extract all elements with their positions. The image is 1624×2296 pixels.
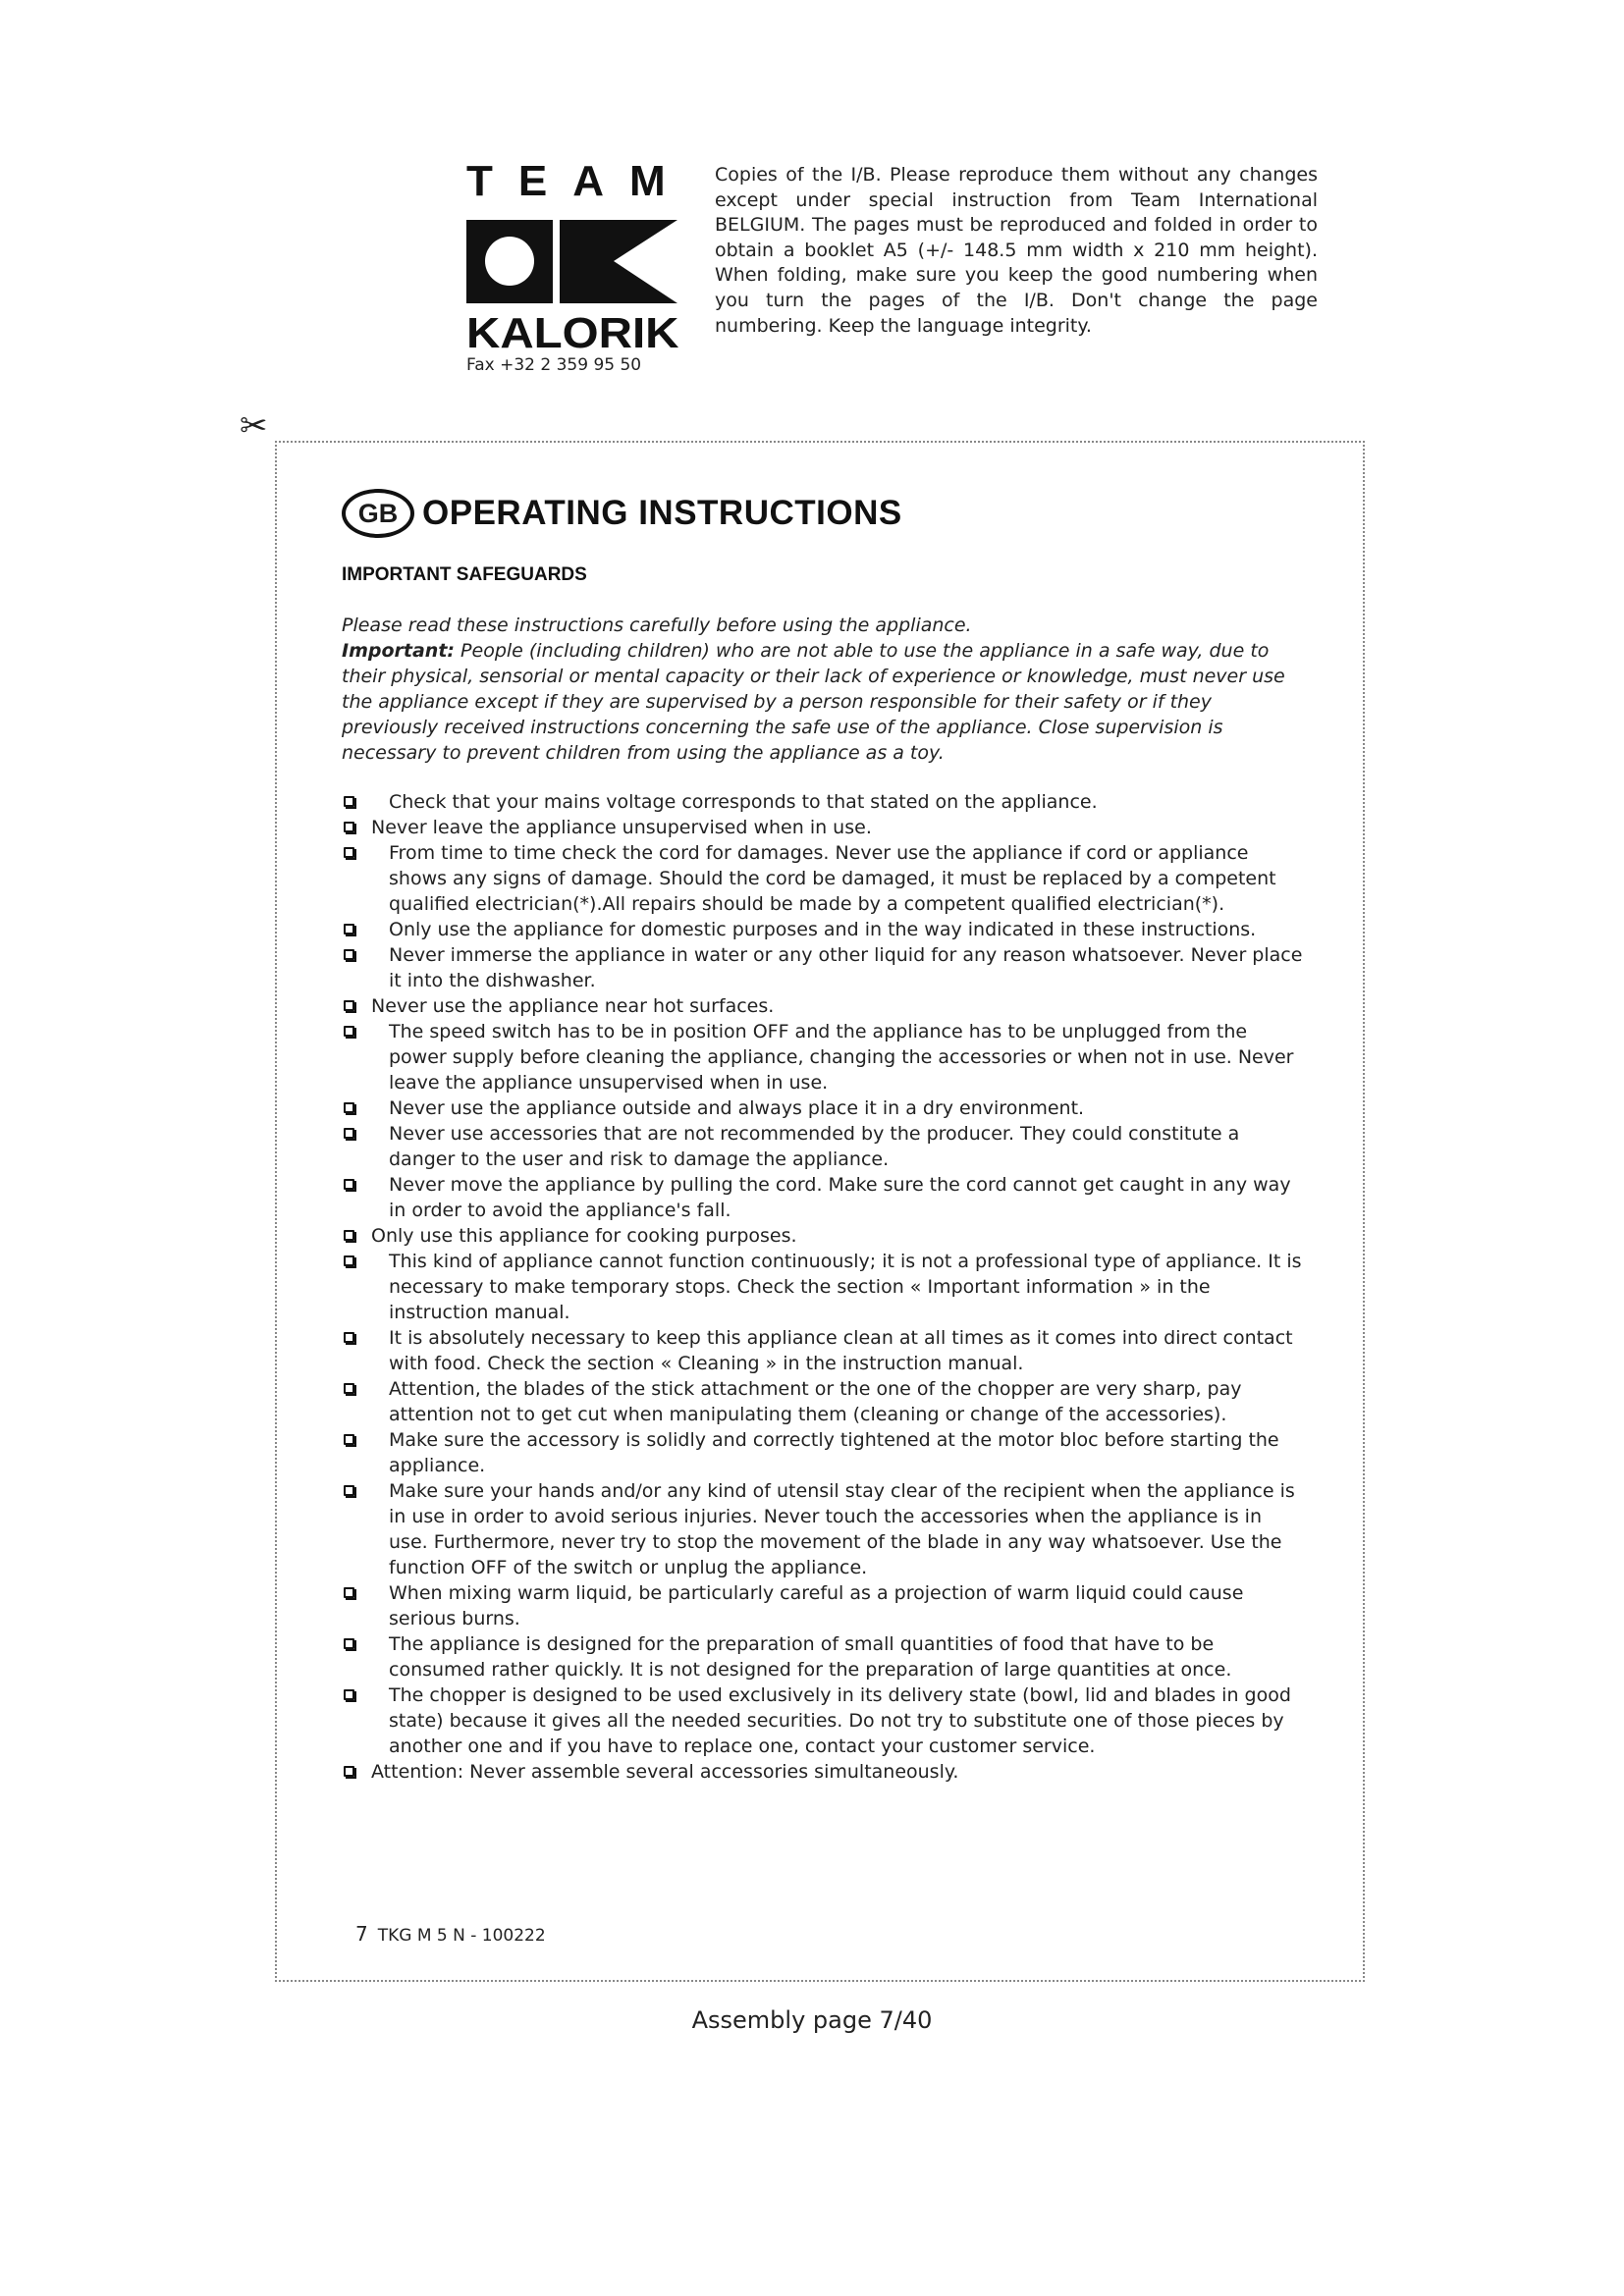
model-code: TKG M 5 N - 100222: [377, 1926, 546, 1946]
intro-paragraph: [342, 613, 1304, 766]
checkbox-bullet-icon: [344, 1255, 354, 1266]
checkbox-bullet-icon: [344, 847, 354, 858]
checkbox-bullet-icon: [344, 1689, 354, 1700]
checkbox-bullet-icon: [344, 1434, 354, 1445]
checkbox-bullet-icon: [344, 1638, 354, 1649]
checkbox-bullet-icon: [344, 1766, 354, 1777]
page-footer: [355, 1922, 546, 1946]
intro-line: Please read these instructions carefully before using the appliance.: [342, 614, 972, 636]
language-badge: GB: [342, 489, 414, 538]
checkbox-bullet-icon: [344, 1332, 354, 1343]
checkbox-bullet-icon: [344, 1383, 354, 1394]
checkbox-bullet-icon: [344, 822, 354, 832]
checkbox-bullet-icon: [344, 1000, 354, 1011]
list-item: Only use this appliance for cooking purposes.: [342, 1223, 1304, 1249]
checkbox-bullet-icon: [344, 1179, 354, 1190]
list-item: The appliance is designed for the preparation of small quantities of food that have to be consumed rather quickly. It is not designed for the preparation of large quantities at once.: [342, 1631, 1304, 1682]
list-item: Only use the appliance for domestic purposes and in the way indicated in these instructions.: [342, 917, 1304, 942]
list-item: The chopper is designed to be used exclusively in its delivery state (bowl, lid and blades in good state) because it gives all the needed securities. Do not try to substitute one of those pieces by another one and if you have to replace one, contact your customer service.: [342, 1682, 1304, 1759]
checkbox-bullet-icon: [344, 1230, 354, 1241]
list-item: Never immerse the appliance in water or any other liquid for any reason whatsoever. Never place it into the dishwasher.: [342, 942, 1304, 993]
logo-brand-text: KALORIK: [466, 309, 679, 357]
checkbox-bullet-icon: [344, 1026, 354, 1037]
list-item: The speed switch has to be in position OFF and the appliance has to be unplugged from the power supply before cleaning the appliance, changing the accessories or when not in use. Never leave the appliance unsupervised when in use.: [342, 1019, 1304, 1095]
safeguards-list: [342, 789, 1304, 1785]
list-item: Attention: Never assemble several accessories simultaneously.: [342, 1759, 1304, 1785]
list-item: From time to time check the cord for damages. Never use the appliance if cord or appliance shows any signs of damage. Should the cord be damaged, it must be replaced by a competent qualified electrician(*).All repairs should be made by a competent qualified electrician(*).: [342, 840, 1304, 917]
list-item: Attention, the blades of the stick attachment or the one of the chopper are very sharp, pay attention not to get cut when manipulating them (cleaning or change of the accessories).: [342, 1376, 1304, 1427]
list-item: When mixing warm liquid, be particularly careful as a projection of warm liquid could cause serious burns.: [342, 1580, 1304, 1631]
checkbox-bullet-icon: [344, 1587, 354, 1598]
checkbox-bullet-icon: [344, 924, 354, 934]
page-title: [342, 489, 1304, 538]
list-item: Check that your mains voltage corresponds to that stated on the appliance.: [342, 789, 1304, 815]
instructions-page: [342, 489, 1304, 1785]
checkbox-bullet-icon: [344, 949, 354, 960]
intro-rest: People (including children) who are not able to use the appliance in a safe way, due to their physical, sensorial or mental capacity or their lack of experience or knowledge, must never use the appliance except if they are supervised by a person responsible for their safety or if they previously received instructions concerning the safe use of the appliance. Close supervision is necessary to prevent children from using the appliance as a toy.: [342, 640, 1285, 764]
list-item: Never use the appliance near hot surfaces.: [342, 993, 1304, 1019]
reproduction-note: Copies of the I/B. Please reproduce them without any changes except under special instruction from Team International BELGIUM. The pages must be reproduced and folded in order to obtain a booklet A5 (+/- 148.5 mm width x 210 mm height). When folding, make sure you keep the good numbering when you turn the pages of the I/B. Don't change the page numbering. Keep the language integrity.: [715, 164, 1318, 337]
checkbox-bullet-icon: [344, 1485, 354, 1496]
safeguards-heading: IMPORTANT SAFEGUARDS: [342, 564, 587, 585]
kalorik-logo: [466, 157, 691, 375]
scissors-icon: ✂: [240, 406, 268, 446]
list-item: This kind of appliance cannot function continuously; it is not a professional type of appliance. It is necessary to make temporary stops. Check the section « Important information » in the instruction manual.: [342, 1249, 1304, 1325]
list-item: Never use the appliance outside and always place it in a dry environment.: [342, 1095, 1304, 1121]
page-number: 7: [355, 1922, 368, 1946]
list-item: Make sure the accessory is solidly and correctly tightened at the motor bloc before starting the appliance.: [342, 1427, 1304, 1478]
checkbox-bullet-icon: [344, 796, 354, 807]
list-item: It is absolutely necessary to keep this appliance clean at all times as it comes into direct contact with food. Check the section « Cleaning » in the instruction manual.: [342, 1325, 1304, 1376]
page-title-text: OPERATING INSTRUCTIONS: [422, 494, 902, 532]
list-item: Never move the appliance by pulling the cord. Make sure the cord cannot get caught in any way in order to avoid the appliance's fall.: [342, 1172, 1304, 1223]
logo-mark: [466, 215, 677, 308]
checkbox-bullet-icon: [344, 1102, 354, 1113]
fax-number: Fax +32 2 359 95 50: [466, 355, 642, 375]
list-item: Never leave the appliance unsupervised when in use.: [342, 815, 1304, 840]
checkbox-bullet-icon: [344, 1128, 354, 1139]
assembly-page-label: Assembly page 7/40: [691, 2006, 933, 2034]
list-item: Make sure your hands and/or any kind of utensil stay clear of the recipient when the appliance is in use in order to avoid serious injuries. Never touch the accessories when the appliance is in use. Furthermore, never try to stop the movement of the blade in any way whatsoever. Use the function OFF of the switch or unplug the appliance.: [342, 1478, 1304, 1580]
list-item: Never use accessories that are not recommended by the producer. They could constitute a danger to the user and risk to damage the appliance.: [342, 1121, 1304, 1172]
logo-team-text: TEAM: [466, 157, 691, 205]
important-label: Important:: [342, 640, 456, 662]
